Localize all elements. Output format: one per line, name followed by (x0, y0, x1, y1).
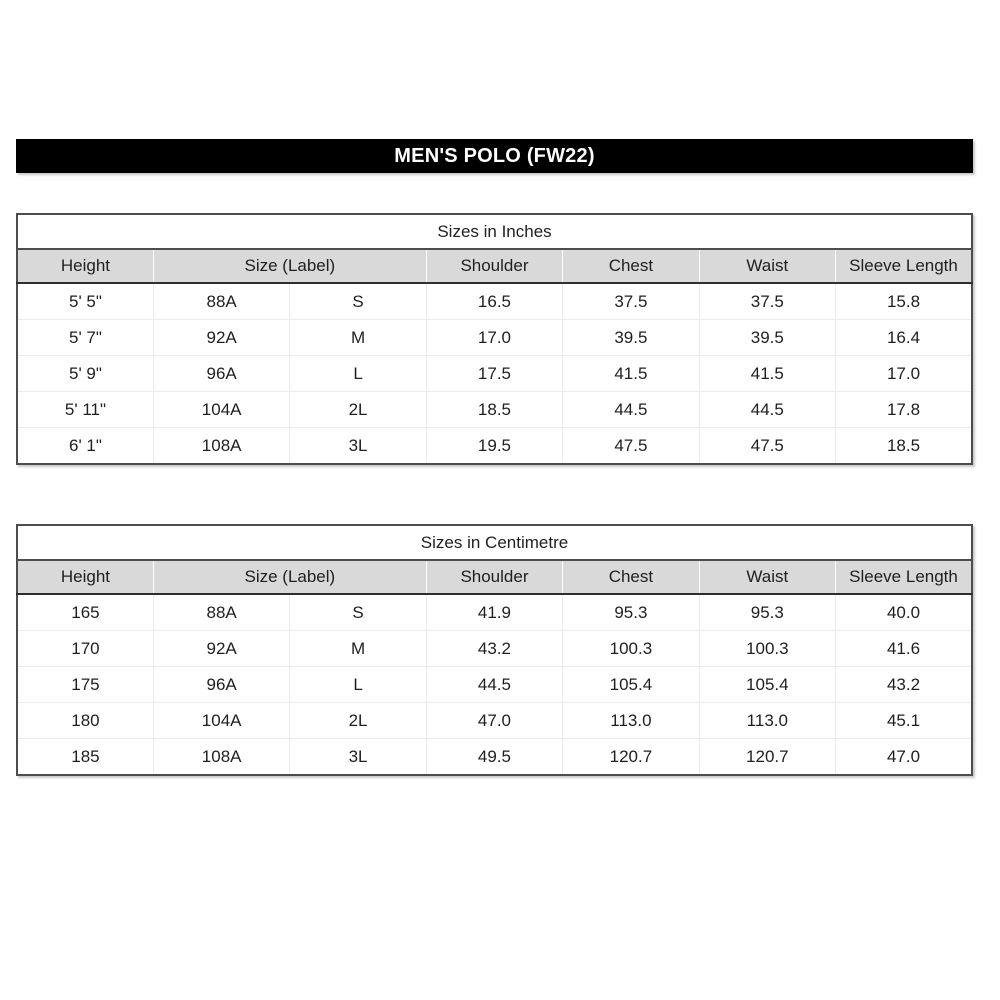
table-cell: 18.5 (426, 392, 562, 428)
table-cell: 40.0 (836, 594, 972, 631)
col-header-chest: Chest (563, 560, 699, 594)
banner-title: MEN'S POLO (FW22) (394, 144, 595, 167)
table-cell: 5' 9" (17, 356, 153, 392)
table-cell: 17.0 (836, 356, 972, 392)
table-row (17, 428, 972, 465)
table-cell: 2L (290, 703, 426, 739)
inches-table-title-row (17, 214, 972, 249)
table-cell: 37.5 (699, 283, 835, 320)
table-cell: L (290, 667, 426, 703)
centimetre-table (16, 524, 973, 776)
table-cell: 41.5 (699, 356, 835, 392)
col-header-height: Height (17, 560, 153, 594)
table-cell: 5' 11" (17, 392, 153, 428)
table-cell: 104A (153, 392, 289, 428)
table-cell: 105.4 (699, 667, 835, 703)
table-cell: 47.5 (563, 428, 699, 465)
col-header-sleeve-length: Sleeve Length (836, 560, 972, 594)
table-cell: 47.0 (836, 739, 972, 776)
table-cell: M (290, 631, 426, 667)
table-title: Sizes in Inches (17, 214, 972, 249)
table-row (17, 320, 972, 356)
table-cell: 105.4 (563, 667, 699, 703)
table-cell: 16.4 (836, 320, 972, 356)
col-header-sleeve-length: Sleeve Length (836, 249, 972, 283)
table-cell: 44.5 (426, 667, 562, 703)
table-cell: 44.5 (563, 392, 699, 428)
centimetre-table-header-row (17, 560, 972, 594)
table-row (17, 392, 972, 428)
table-cell: 120.7 (699, 739, 835, 776)
table-row (17, 594, 972, 631)
table-cell: 96A (153, 356, 289, 392)
table-cell: 170 (17, 631, 153, 667)
table-cell: 5' 5" (17, 283, 153, 320)
table-cell: 104A (153, 703, 289, 739)
table-cell: 180 (17, 703, 153, 739)
table-cell: 37.5 (563, 283, 699, 320)
table-cell: 92A (153, 320, 289, 356)
table-cell: 5' 7" (17, 320, 153, 356)
table-cell: 100.3 (563, 631, 699, 667)
table-cell: 43.2 (836, 667, 972, 703)
table-cell: 2L (290, 392, 426, 428)
table-cell: 41.9 (426, 594, 562, 631)
table-cell: 108A (153, 739, 289, 776)
table-cell: 92A (153, 631, 289, 667)
table-cell: 175 (17, 667, 153, 703)
table-cell: 95.3 (699, 594, 835, 631)
table-cell: S (290, 594, 426, 631)
table-cell: 41.6 (836, 631, 972, 667)
table-cell: 41.5 (563, 356, 699, 392)
table-cell: 95.3 (563, 594, 699, 631)
table-cell: 17.0 (426, 320, 562, 356)
inches-table-header-row (17, 249, 972, 283)
table-cell: L (290, 356, 426, 392)
table-cell: 47.0 (426, 703, 562, 739)
table-cell: 88A (153, 283, 289, 320)
col-header-height: Height (17, 249, 153, 283)
table-cell: 3L (290, 428, 426, 465)
table-row (17, 356, 972, 392)
inches-table (16, 213, 973, 465)
table-cell: 44.5 (699, 392, 835, 428)
table-cell: 39.5 (699, 320, 835, 356)
table-cell: 49.5 (426, 739, 562, 776)
col-header-shoulder: Shoulder (426, 560, 562, 594)
table-cell: 17.8 (836, 392, 972, 428)
table-row (17, 667, 972, 703)
col-header-size-label: Size (Label) (153, 249, 426, 283)
table-row (17, 631, 972, 667)
table-cell: 100.3 (699, 631, 835, 667)
table-cell: 45.1 (836, 703, 972, 739)
col-header-size-label: Size (Label) (153, 560, 426, 594)
table-cell: 6' 1" (69, 435, 102, 455)
table-cell: 3L (290, 739, 426, 776)
table-cell: 120.7 (563, 739, 699, 776)
table-cell: 113.0 (699, 703, 835, 739)
table-title: Sizes in Centimetre (17, 525, 972, 560)
table-cell: 96A (153, 667, 289, 703)
table-cell: 17.5 (426, 356, 562, 392)
table-cell: 43.2 (426, 631, 562, 667)
col-header-waist: Waist (699, 249, 835, 283)
table-cell: 47.5 (699, 428, 835, 465)
table-cell: 185 (71, 746, 100, 766)
table-cell: 108A (153, 428, 289, 465)
table-row (17, 739, 972, 776)
col-header-chest: Chest (563, 249, 699, 283)
table-cell: S (290, 283, 426, 320)
col-header-shoulder: Shoulder (426, 249, 562, 283)
table-cell: M (290, 320, 426, 356)
title-banner (16, 139, 973, 173)
col-header-waist: Waist (699, 560, 835, 594)
table-cell: 88A (153, 594, 289, 631)
table-row (17, 703, 972, 739)
table-cell: 15.8 (836, 283, 972, 320)
table-cell: 165 (17, 594, 153, 631)
table-cell: 113.0 (563, 703, 699, 739)
table-cell: 19.5 (426, 428, 562, 465)
centimetre-table-title-row (17, 525, 972, 560)
table-cell: 18.5 (836, 428, 972, 465)
table-cell: 39.5 (563, 320, 699, 356)
table-cell: 16.5 (426, 283, 562, 320)
table-row (17, 283, 972, 320)
